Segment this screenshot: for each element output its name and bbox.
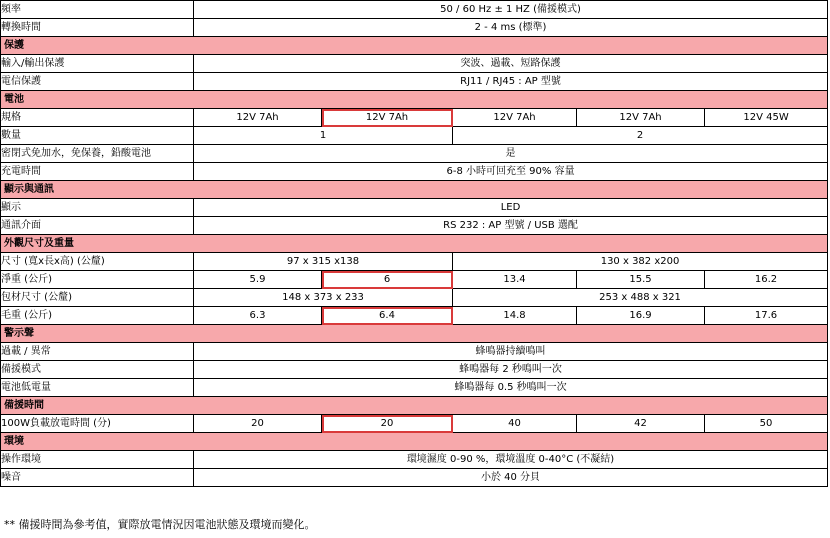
row-frequency [1,1,828,19]
row-telecom-protection [1,73,828,91]
value-gross-weight: 6.3 [194,307,322,325]
section-environment [1,433,828,451]
value-net-weight: 16.2 [705,271,828,289]
value-low-battery-alarm: 蜂鳴器每 0.5 秒鳴叫一次 [194,379,828,397]
label-comm-interface: 通訊介面 [1,217,194,235]
footnote: ** 備援時間為參考值，實際放電情況因電池狀態及環境而變化。 [4,518,316,531]
value-operating-env: 環境濕度 0-90 %，環境溫度 0-40°C (不凝結) [194,451,828,469]
label-io-protection: 輸入/輸出保護 [1,55,194,73]
row-display [1,199,828,217]
value-battery-spec-highlighted: 12V 7Ah [322,109,453,127]
row-battery-quantity [1,127,828,145]
value-net-weight: 15.5 [577,271,705,289]
value-runtime-highlighted: 20 [322,415,453,433]
section-protection [1,37,828,55]
value-package-size: 253 x 488 x 321 [453,289,828,307]
value-display: LED [194,199,828,217]
section-title-alarm: 警示聲 [1,325,828,343]
value-gross-weight: 17.6 [705,307,828,325]
row-operating-env [1,451,828,469]
label-noise: 噪音 [1,469,194,487]
section-title-physical: 外觀尺寸及重量 [1,235,828,253]
label-dimension: 尺寸 (寬x長x高) (公釐) [1,253,194,271]
label-display: 顯示 [1,199,194,217]
section-battery [1,91,828,109]
label-backup-alarm: 備援模式 [1,361,194,379]
section-title-environment: 環境 [1,433,828,451]
row-noise [1,469,828,487]
label-operating-env: 操作環境 [1,451,194,469]
row-transfer-time [1,19,828,37]
value-comm-interface: RS 232 : AP 型號 / USB 選配 [194,217,828,235]
label-net-weight: 淨重 (公斤) [1,271,194,289]
label-package-size: 包材尺寸 (公釐) [1,289,194,307]
row-runtime [1,415,828,433]
value-dimension: 130 x 382 x200 [453,253,828,271]
value-dimension: 97 x 315 x138 [194,253,453,271]
value-battery-quantity: 2 [453,127,828,145]
label-low-battery-alarm: 電池低電量 [1,379,194,397]
section-title-battery: 電池 [1,91,828,109]
row-dimension [1,253,828,271]
value-noise: 小於 40 分貝 [194,469,828,487]
section-title-protection: 保護 [1,37,828,55]
section-alarm [1,325,828,343]
section-display-comm [1,181,828,199]
row-comm-interface [1,217,828,235]
value-overload-alarm: 蜂鳴器持續鳴叫 [194,343,828,361]
row-low-battery-alarm [1,379,828,397]
row-io-protection [1,55,828,73]
value-battery-quantity: 1 [194,127,453,145]
section-title-runtime: 備援時間 [1,397,828,415]
value-net-weight: 13.4 [453,271,577,289]
value-net-weight-highlighted: 6 [322,271,453,289]
label-runtime: 100W負載放電時間 (分) [1,415,194,433]
value-runtime: 42 [577,415,705,433]
value-gross-weight: 14.8 [453,307,577,325]
value-battery-type: 是 [194,145,828,163]
label-overload-alarm: 過載 / 異常 [1,343,194,361]
row-backup-alarm [1,361,828,379]
row-gross-weight [1,307,828,325]
value-runtime: 40 [453,415,577,433]
label-telecom-protection: 電信保護 [1,73,194,91]
row-battery-type [1,145,828,163]
value-frequency: 50 / 60 Hz ± 1 HZ (備援模式) [194,1,828,19]
value-charge-time: 6-8 小時可回充至 90% 容量 [194,163,828,181]
value-transfer-time: 2 - 4 ms (標準) [194,19,828,37]
value-gross-weight: 16.9 [577,307,705,325]
row-charge-time [1,163,828,181]
value-runtime: 50 [705,415,828,433]
value-battery-spec: 12V 7Ah [453,109,577,127]
label-battery-quantity: 數量 [1,127,194,145]
value-battery-spec: 12V 7Ah [194,109,322,127]
label-frequency: 頻率 [1,1,194,19]
row-battery-spec [1,109,828,127]
value-gross-weight-highlighted: 6.4 [322,307,453,325]
value-battery-spec: 12V 45W [705,109,828,127]
value-telecom-protection: RJ11 / RJ45 : AP 型號 [194,73,828,91]
value-runtime: 20 [194,415,322,433]
label-battery-spec: 規格 [1,109,194,127]
label-charge-time: 充電時間 [1,163,194,181]
label-transfer-time: 轉換時間 [1,19,194,37]
value-battery-spec: 12V 7Ah [577,109,705,127]
row-package-size [1,289,828,307]
label-battery-type: 密閉式免加水，免保養，鉛酸電池 [1,145,194,163]
section-runtime [1,397,828,415]
value-io-protection: 突波、過載、短路保護 [194,55,828,73]
section-title-display-comm: 顯示與通訊 [1,181,828,199]
value-net-weight: 5.9 [194,271,322,289]
row-overload-alarm [1,343,828,361]
row-net-weight [1,271,828,289]
value-package-size: 148 x 373 x 233 [194,289,453,307]
value-backup-alarm: 蜂鳴器每 2 秒鳴叫一次 [194,361,828,379]
section-physical [1,235,828,253]
label-gross-weight: 毛重 (公斤) [1,307,194,325]
